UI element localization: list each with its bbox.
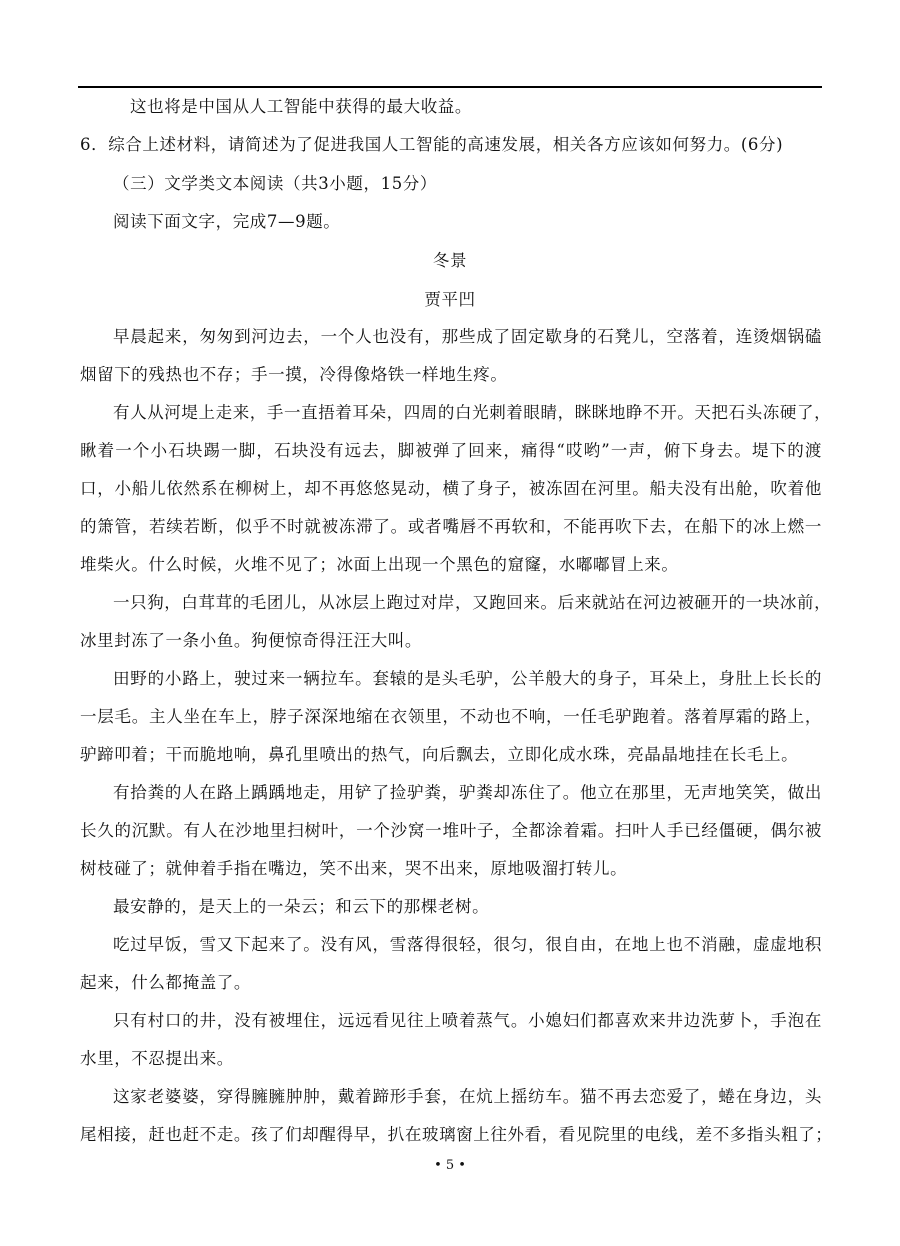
reading-instruction: 阅读下面文字，完成7—9题。 [113, 212, 341, 231]
article-title: 冬景 [432, 251, 468, 270]
paragraph-line: 瞅着一个小石块踢一脚，石块没有远去，脚被弹了回来，痛得“哎哟”一声，俯下身去。堤下的渡 [80, 441, 822, 460]
paragraph-line: 的箫管，若续若断，似乎不时就被冻滞了。或者嘴唇不再软和，不能再吹下去，在船下的冰上燃一 [80, 517, 822, 536]
paragraph-line: 尾相接，赶也赶不走。孩了们却醒得早，扒在玻璃窗上往外看，看见院里的电线，差不多指头粗了； [80, 1125, 833, 1144]
paragraph-line: 驴蹄叩着；干而脆地响，鼻孔里喷出的热气，向后飘去，立即化成水珠，亮晶晶地挂在长毛上。 [80, 745, 799, 764]
paragraph-line: 口，小船儿依然系在柳树上，却不再悠悠晃动，横了身子，被冻固在河里。船夫没有出舱，吹着他 [80, 479, 822, 498]
paragraph-line: 只有村口的井，没有被埋住，远远看见往上喷着蒸气。小媳妇们都喜欢来井边洗萝卜，手泡在 [113, 1011, 822, 1030]
paragraph-line: 一层毛。主人坐在车上，脖子深深地缩在衣领里，不动也不响，一任毛驴跑着。落着厚霜的路上， [80, 707, 822, 726]
page-number: • 5 • [434, 1158, 466, 1173]
paragraph-line: 水里，不忍提出来。 [80, 1049, 234, 1068]
header-rule [78, 86, 822, 88]
paragraph-line: 起来，什么都掩盖了。 [80, 973, 251, 992]
question-6: 6．综合上述材料，请简述为了促进我国人工智能的高速发展，相关各方应该如何努力。(6分) [80, 135, 784, 154]
paragraph-line: 烟留下的残热也不存；手一摸，冷得像烙铁一样地生疼。 [80, 365, 508, 384]
paragraph-line: 有人从河堤上走来，手一直捂着耳朵，四周的白光刺着眼睛，眯眯地睁不开。天把石头冻硬了， [113, 403, 832, 422]
text-line: 这也将是中国从人工智能中获得的最大收益。 [130, 97, 472, 116]
paragraph-line: 最安静的，是天上的一朵云；和云下的那棵老树。 [113, 897, 490, 916]
paragraph-line: 有拾粪的人在路上踽踽地走，用铲了捡驴粪，驴粪却冻住了。他立在那里，无声地笑笑，做出 [113, 783, 822, 802]
paragraph-line: 早晨起来，匆匆到河边去，一个人也没有，那些成了固定歇身的石凳儿，空落着，连烫烟锅磕 [113, 327, 822, 346]
paragraph-line: 这家老婆婆，穿得臃臃肿肿，戴着蹄形手套，在炕上摇纺车。猫不再去恋爱了，蜷在身边，头 [113, 1087, 822, 1106]
article-author: 贾平凹 [424, 290, 476, 309]
paragraph-line: 田野的小路上，驶过来一辆拉车。套辕的是头毛驴，公羊般大的身子，耳朵上，身肚上长长的 [113, 669, 822, 688]
paragraph-line: 堆柴火。什么时候，火堆不见了；冰面上出现一个黑色的窟窿，水嘟嘟冒上来。 [80, 555, 679, 574]
paragraph-line: 冰里封冻了一条小鱼。狗便惊奇得汪汪大叫。 [80, 631, 422, 650]
paragraph-line: 长久的沉默。有人在沙地里扫树叶，一个沙窝一堆叶子，全都涂着霜。扫叶人手已经僵硬，偶尔被 [80, 821, 822, 840]
paragraph-line: 吃过早饭，雪又下起来了。没有风，雪落得很轻，很匀，很自由，在地上也不消融，虚虚地积 [113, 935, 822, 954]
paragraph-line: 一只狗，白茸茸的毛团儿，从冰层上跑过对岸，又跑回来。后来就站在河边被砸开的一块冰前， [113, 593, 832, 612]
paragraph-line: 树枝碰了；就伸着手指在嘴边，笑不出来，哭不出来，原地吸溜打转儿。 [80, 859, 628, 878]
section-heading: （三）文学类文本阅读（共3小题，15分） [113, 174, 437, 193]
